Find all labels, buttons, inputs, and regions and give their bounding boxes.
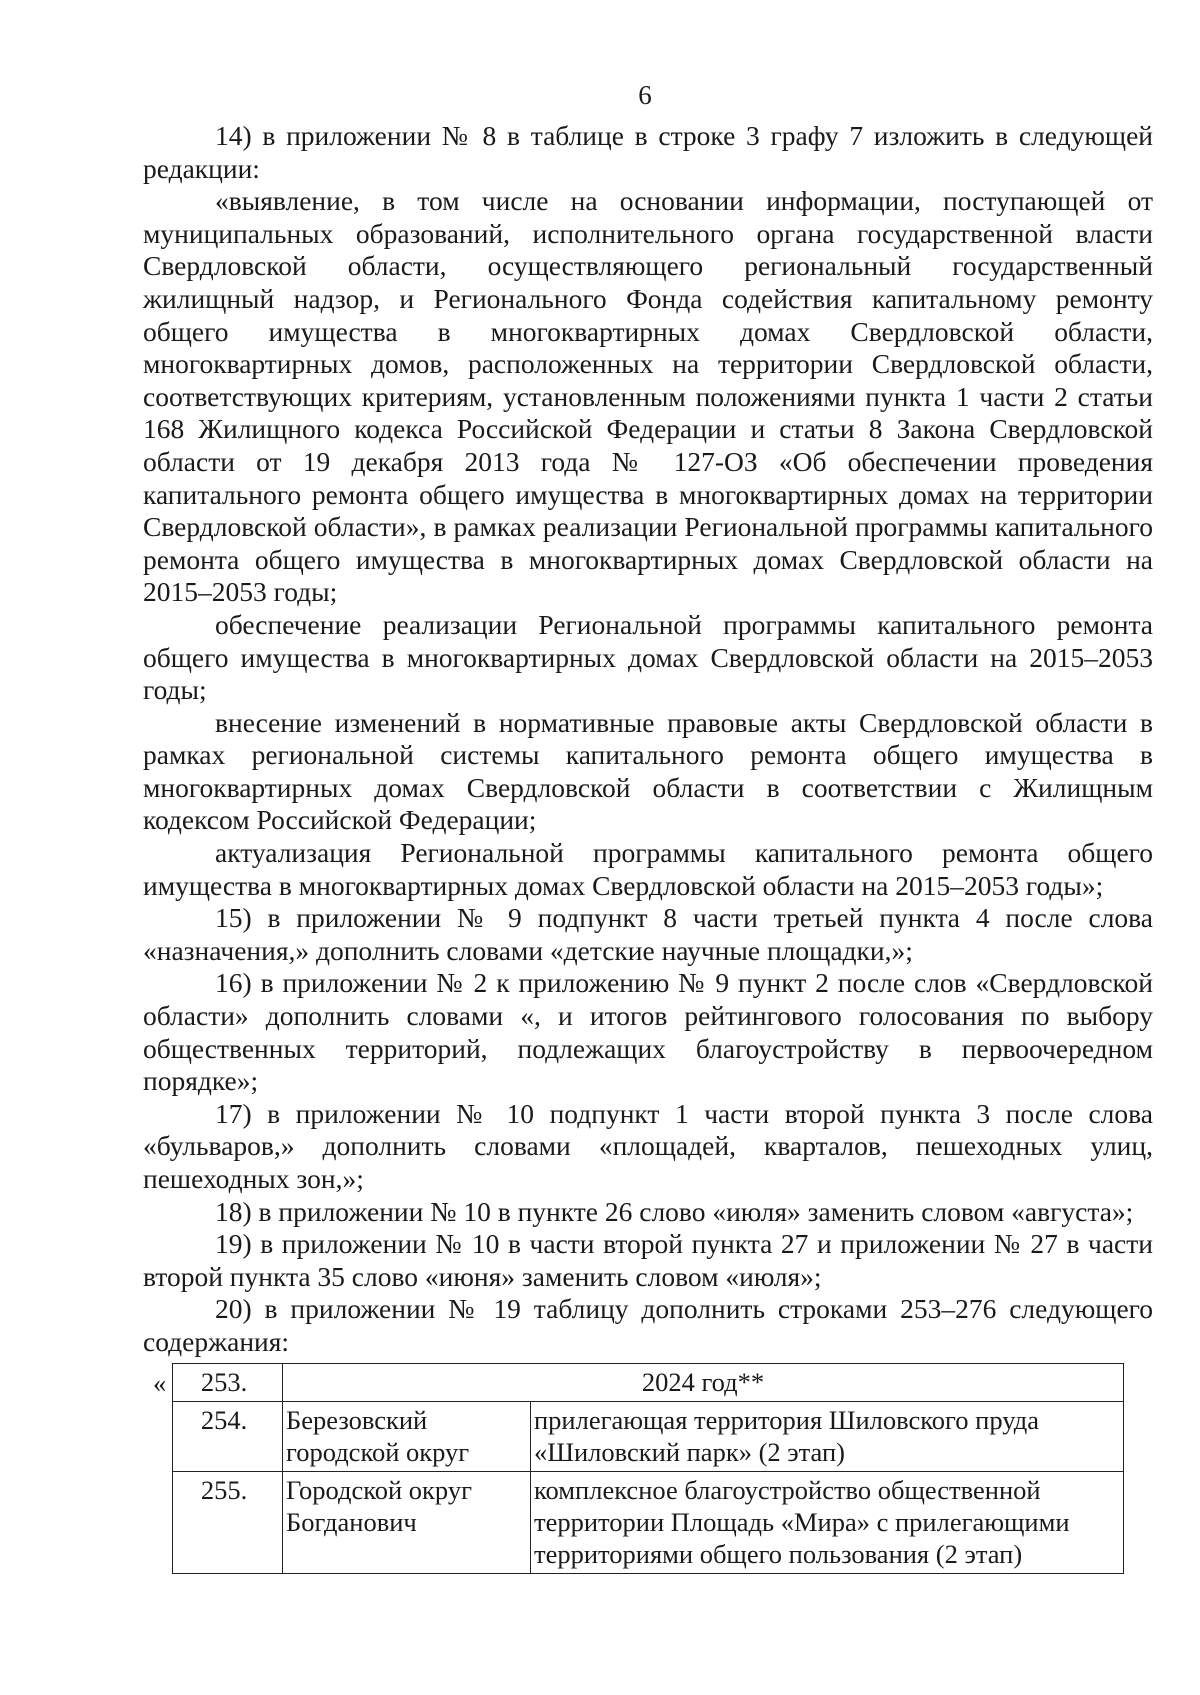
year-heading: 2024 год** [283,1364,1124,1402]
row-number: 253. [173,1364,283,1402]
amendment-table [172,1363,1124,1574]
row-number: 255. [173,1472,283,1574]
table-row [173,1472,1124,1574]
project-cell: прилегающая территория Шиловского пруда «Шиловский парк» (2 этап) [531,1402,1124,1472]
paragraph-quoted-amendments: внесение изменений в нормативные правовые акты Свердловской области в рамках региональной системы капитального ремонта общего имущества в многоквартирных домах Свердловской области в соответствии с Жилищным кодексом Российской Федерации; [143,706,1153,836]
paragraph-item-17: 17) в приложении № 10 подпункт 1 части второй пункта 3 после слова «бульваров,» дополнить словами «площадей, кварталов, пешеходных улиц, пешеходных зон,»; [143,1097,1153,1194]
paragraph-item-18: 18) в приложении № 10 в пункте 26 слово «июля» заменить словом «августа»; [215,1195,1134,1227]
paragraph-item-20: 20) в приложении № 19 таблицу дополнить строками 253–276 следующего содержания: [143,1293,1153,1357]
table-open-quote: « [153,1368,167,1398]
paragraph-quoted-actualization: актуализация Региональной программы капитального ремонта общего имущества в многоквартирных домах Свердловской области на 2015–2053 годы»; [143,837,1153,901]
municipality-cell: Городской округ Богданович [283,1472,531,1574]
paragraph-item-16: 16) в приложении № 2 к приложению № 9 пункт 2 после слов «Свердловской области» дополнить словами «, и итогов рейтингового голосования по выбору общественных территорий, подлежащих благоустройству в первоочередном порядке»; [143,967,1153,1097]
paragraph-item-14: 14) в приложении № 8 в таблице в строке 3 графу 7 изложить в следующей редакции: [143,120,1153,184]
project-cell: комплексное благоустройство общественной территории Площадь «Мира» с прилегающими территориями общего пользования (2 этап) [531,1472,1124,1574]
page-number: 6 [638,80,652,110]
row-number: 254. [173,1402,283,1472]
paragraph-quoted-program: обеспечение реализации Региональной программы капитального ремонта общего имущества в многоквартирных домах Свердловской области на 2015–2053 годы; [143,608,1153,706]
table-row [173,1364,1124,1402]
municipality-cell: Березовский городской округ [283,1402,531,1472]
paragraph-item-19: 19) в приложении № 10 в части второй пункта 27 и приложении № 27 в части второй пункта 35 слово «июня» заменить словом «июля»; [143,1228,1153,1292]
table-row [173,1402,1124,1472]
paragraph-quoted-identification: «выявление, в том числе на основании информации, поступающей от муниципальных образований, исполнительного органа государственной власти Свердловской области, осуществляющего региональный государственный жилищный надзор, и Регионального Фонда содействия капитальному ремонту общего имущества в многоквартирных домах Свердловской области, многоквартирных домов, расположенных на территории Свердловской области, соответствующих критериям, установленным положениями пункта 1 части 2 статьи 168 Жилищного кодекса Российской Федерации и статьи 8 Закона Свердловской области от 19 декабря 2013 года № 127-ОЗ «Об обеспечении проведения капитального ремонта общего имущества в многоквартирных домах на территории Свердловской области», в рамках реализации Региональной программы капитального ремонта общего имущества в многоквартирных домах Свердловской области на 2015–2053 годы; [143,185,1153,608]
paragraph-item-15: 15) в приложении № 9 подпункт 8 части третьей пункта 4 после слова «назначения,» дополнить словами «детские научные площадки,»; [143,902,1153,966]
document-body [143,120,1153,1359]
